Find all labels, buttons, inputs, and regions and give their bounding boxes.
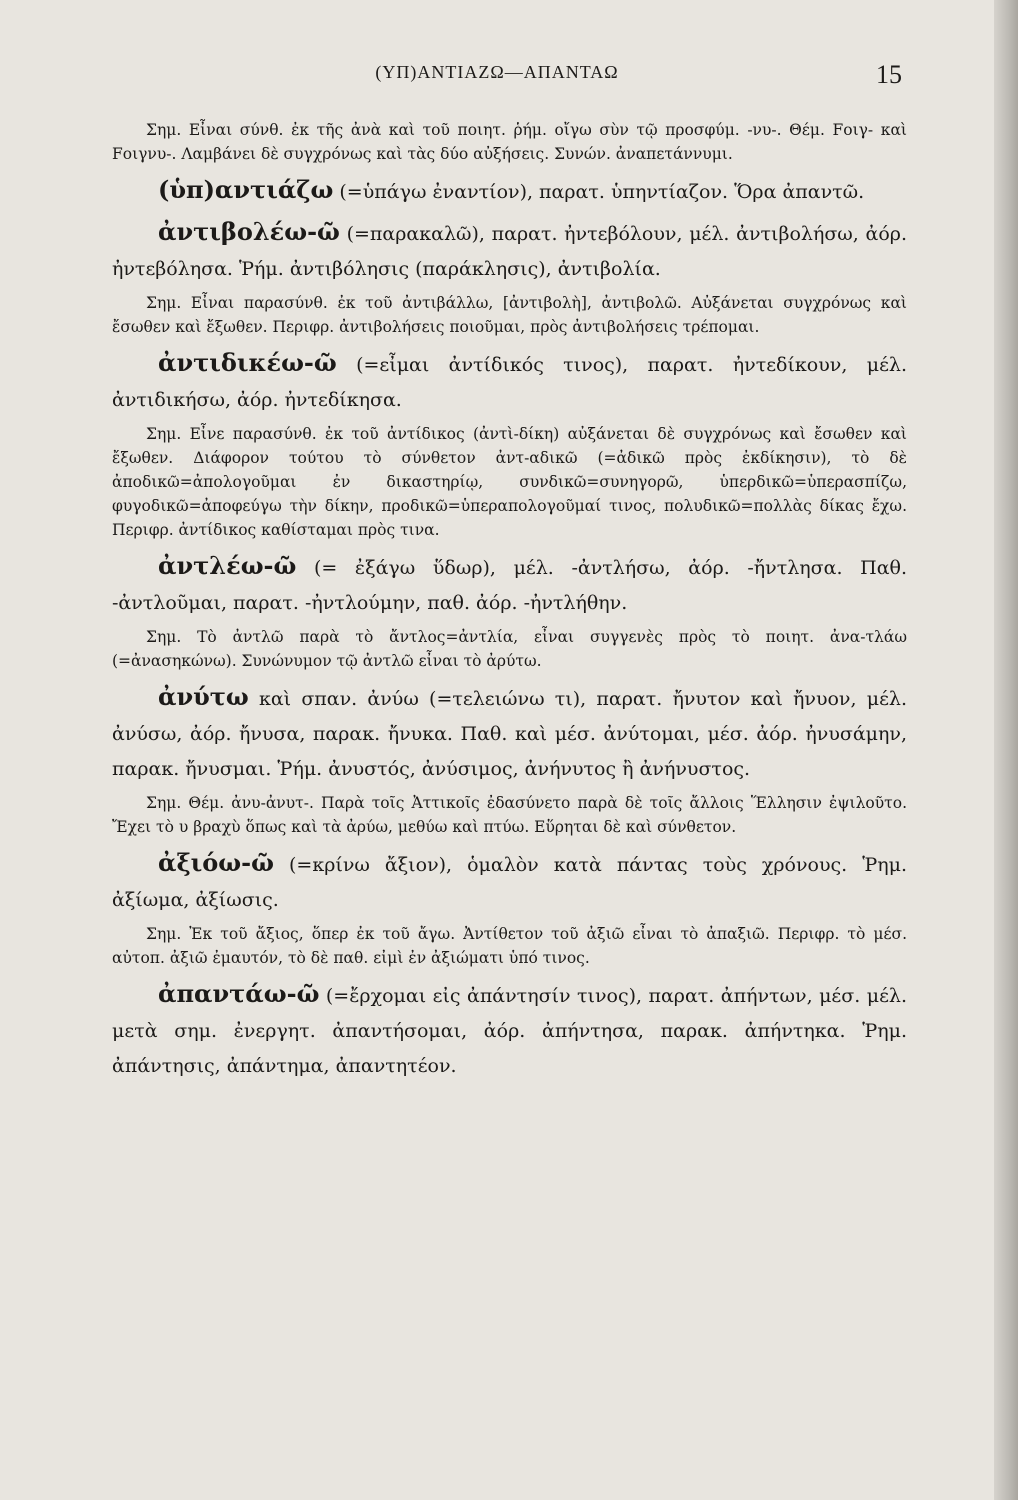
- entry-headword: ἀξιόω-ῶ: [158, 848, 274, 877]
- entry-headword: ἀνύτω: [158, 682, 249, 711]
- note-text: Σημ. Τὸ ἀντλῶ παρὰ τὸ ἄντλος=ἀντλία, εἶναι συγγενὲς πρὸς τὸ ποιητ. ἀνα-τλάω (=ἀνασηκώνω). Συνώνυμον τῷ ἀντλῶ εἶναι τὸ ἀρύτω.: [112, 628, 907, 670]
- note-paragraph: [112, 625, 907, 673]
- entry-text: (=εἶμαι ἀντίδικός τινος), παρατ. ἠντεδίκουν, μέλ. ἀντιδικήσω, ἀόρ. ἠντεδίκησα.: [112, 354, 907, 411]
- note-paragraph: [112, 922, 907, 970]
- dictionary-entry: [112, 172, 907, 210]
- note-text: Σημ. Εἶναι παρασύνθ. ἐκ τοῦ ἀντιβάλλω, [ἀντιβολὴ], ἀντιβολῶ. Αὐξάνεται συγχρόνως καὶ ἔσωθεν καὶ ἔξωθεν. Περιφρ. ἀντιβολήσεις ποιοῦμαι, πρὸς ἀντιβολήσεις τρέπομαι.: [112, 294, 907, 336]
- page-edge: [994, 0, 1018, 1500]
- note-text: Σημ. Θέμ. ἀνυ-ἀνυτ-. Παρὰ τοῖς Ἀττικοῖς ἐδασύνετο παρὰ δὲ τοῖς ἄλλοις Ἕλλησιν ἐψιλοῦτο. Ἔχει τὸ υ βραχὺ ὅπως καὶ τὰ ἀρύω, μεθύω καὶ πτύω. Εὕρηται δὲ καὶ σύνθετον.: [112, 794, 907, 836]
- running-head: (ΥΠ)ΑΝΤΙΑΖΩ—ΑΠΑΝΤΑΩ: [375, 62, 619, 82]
- note-paragraph: [112, 791, 907, 839]
- note-text: Σημ. Εἶναι σύνθ. ἐκ τῆς ἀνὰ καὶ τοῦ ποιητ. ῥήμ. οἴγω σὺν τῷ προσφύμ. -νυ-. Θέμ. Fοιγ- καὶ Fοιγνυ-. Λαμβάνει δὲ συγχρόνως καὶ τὰς δύο αὐξήσεις. Συνών. ἀναπετάννυμι.: [112, 121, 907, 163]
- page-number: 15: [876, 60, 902, 89]
- entry-headword: ἀντλέω-ῶ: [158, 551, 297, 580]
- note-paragraph: [112, 291, 907, 339]
- dictionary-entry: [112, 845, 907, 918]
- note-paragraph: [112, 422, 907, 542]
- dictionary-entry: [112, 679, 907, 787]
- entry-headword: (ὑπ)αντιάζω: [158, 175, 334, 204]
- dictionary-entry: [112, 976, 907, 1084]
- entry-headword: ἀπαντάω-ῶ: [158, 979, 320, 1008]
- entry-text: (=παρακαλῶ), παρατ. ἠντεβόλουν, μέλ. ἀντιβολήσω, ἀόρ. ἠντεβόλησα. Ῥήμ. ἀντιβόλησις (παράκλησις), ἀντιβολία.: [112, 223, 907, 280]
- dictionary-entry: [112, 548, 907, 621]
- note-text: Σημ. Εἶνε παρασύνθ. ἐκ τοῦ ἀντίδικος (ἀντὶ-δίκη) αὐξάνεται δὲ συγχρόνως καὶ ἔσωθεν καὶ ἔξωθεν. Διάφορον τούτου τὸ σύνθετον ἀντ-αδικῶ (=ἀδικῶ πρὸς ἐκδίκησιν), τὸ δὲ ἀποδικῶ=ἀπολογοῦμαι ἐν δικαστηρίῳ, συνδικῶ=συνηγορῶ, ὑπερδικῶ=ὑπερασπίζω, φυγοδικῶ=ἀποφεύγω τὴν δίκην, προδικῶ=ὑπεραπολογοῦμαί τινος, πολυδικῶ=πολλὰς δίκας ἔχω. Περιφρ. ἀντίδικος καθίσταμαι πρὸς τινα.: [112, 425, 907, 539]
- dictionary-entry: [112, 345, 907, 418]
- entry-text: (=ἔρχομαι εἰς ἀπάντησίν τινος), παρατ. ἀπήντων, μέσ. μέλ. μετὰ σημ. ἐνεργητ. ἀπαντήσομαι, ἀόρ. ἀπήντησα, παρακ. ἀπήντηκα. Ῥημ. ἀπάντησις, ἀπάντημα, ἀπαντητέον.: [112, 985, 907, 1077]
- entry-headword: ἀντιδικέω-ῶ: [158, 348, 337, 377]
- entry-text: (=ὑπάγω ἐναντίον), παρατ. ὑπηντίαζον. Ὅρα ἀπαντῶ.: [333, 181, 865, 203]
- note-text: Σημ. Ἐκ τοῦ ἄξιος, ὅπερ ἐκ τοῦ ἄγω. Ἀντίθετον τοῦ ἀξιῶ εἶναι τὸ ἀπαξιῶ. Περιφρ. τὸ μέσ. αὐτοπ. ἀξιῶ ἐμαυτόν, τὸ δὲ παθ. εἰμὶ ἐν ἀξιώματι ὑπό τινος.: [112, 925, 907, 967]
- page-header: [0, 62, 994, 92]
- page-body: [112, 118, 907, 1088]
- entry-headword: ἀντιβολέω-ῶ: [158, 217, 340, 246]
- entry-text: (=κρίνω ἄξιον), ὁμαλὸν κατὰ πάντας τοὺς χρόνους. Ῥημ. ἀξίωμα, ἀξίωσις.: [112, 854, 907, 911]
- dictionary-entry: [112, 214, 907, 287]
- entry-text: καὶ σπαν. ἀνύω (=τελειώνω τι), παρατ. ἤνυτον καὶ ἤνυον, μέλ. ἀνύσω, ἀόρ. ἤνυσα, παρακ. ἤνυκα. Παθ. καὶ μέσ. ἀνύτομαι, μέσ. ἀόρ. ἠνυσάμην, παρακ. ἤνυσμαι. Ῥήμ. ἀνυστός, ἀνύσιμος, ἀνήνυτος ἢ ἀνήνυστος.: [112, 688, 907, 780]
- entry-text: (= ἐξάγω ὕδωρ), μέλ. -ἀντλήσω, ἀόρ. -ἤντλησα. Παθ. -ἀντλοῦμαι, παρατ. -ἠντλούμην, παθ. ἀόρ. -ἠντλήθην.: [112, 557, 907, 614]
- note-paragraph: [112, 118, 907, 166]
